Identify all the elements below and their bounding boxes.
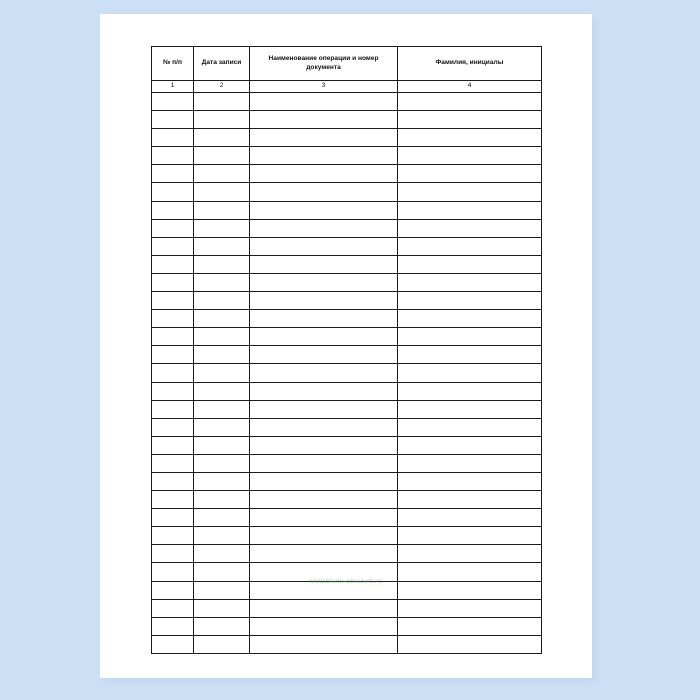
table-cell[interactable] [194, 237, 250, 255]
table-row[interactable] [152, 599, 542, 617]
table-row[interactable] [152, 364, 542, 382]
table-body [152, 47, 542, 654]
table-cell[interactable] [250, 509, 398, 527]
table-row[interactable] [152, 617, 542, 635]
table-row[interactable] [152, 346, 542, 364]
table-cell[interactable] [250, 273, 398, 291]
table-cell[interactable] [398, 328, 542, 346]
table-cell[interactable] [398, 635, 542, 653]
table-cell[interactable] [152, 165, 194, 183]
table-cell[interactable] [194, 328, 250, 346]
header-cell-date: Дата записи [194, 47, 250, 81]
table-cell[interactable] [194, 472, 250, 490]
table-cell[interactable] [194, 436, 250, 454]
column-number-2: 2 [194, 81, 250, 93]
table-cell[interactable] [398, 273, 542, 291]
table-row[interactable] [152, 400, 542, 418]
table-cell[interactable] [398, 563, 542, 581]
table-cell[interactable] [398, 165, 542, 183]
table-cell[interactable] [398, 400, 542, 418]
table-cell[interactable] [194, 273, 250, 291]
watermark: www.blank-obrazets.ru [308, 578, 384, 585]
table-cell[interactable] [250, 364, 398, 382]
table-row[interactable] [152, 436, 542, 454]
table-cell[interactable] [250, 563, 398, 581]
table-cell[interactable] [398, 545, 542, 563]
table-cell[interactable] [250, 382, 398, 400]
table-cell[interactable] [250, 111, 398, 129]
table-cell[interactable] [194, 111, 250, 129]
table-cell[interactable] [152, 400, 194, 418]
table-cell[interactable] [152, 129, 194, 147]
table-row[interactable] [152, 563, 542, 581]
table-cell[interactable] [250, 201, 398, 219]
table-cell[interactable] [250, 165, 398, 183]
table-cell[interactable] [152, 183, 194, 201]
table-cell[interactable] [250, 617, 398, 635]
table-cell[interactable] [194, 93, 250, 111]
records-table [151, 46, 542, 654]
table-row[interactable] [152, 635, 542, 653]
table-cell[interactable] [152, 491, 194, 509]
table-cell[interactable] [398, 129, 542, 147]
table-cell[interactable] [250, 418, 398, 436]
table-cell[interactable] [194, 129, 250, 147]
table-cell[interactable] [152, 111, 194, 129]
table-cell[interactable] [398, 183, 542, 201]
column-number-3: 3 [250, 81, 398, 93]
table-cell[interactable] [194, 563, 250, 581]
table-cell[interactable] [152, 292, 194, 310]
table-cell[interactable] [250, 219, 398, 237]
table-cell[interactable] [250, 400, 398, 418]
table-cell[interactable] [152, 545, 194, 563]
table-cell[interactable] [194, 310, 250, 328]
document-page [100, 14, 592, 678]
table-cell[interactable] [398, 147, 542, 165]
table-cell[interactable] [398, 382, 542, 400]
table-cell[interactable] [398, 436, 542, 454]
table-cell[interactable] [194, 364, 250, 382]
table-cell[interactable] [152, 617, 194, 635]
table-row[interactable] [152, 454, 542, 472]
table-row[interactable] [152, 292, 542, 310]
table-cell[interactable] [152, 147, 194, 165]
table-cell[interactable] [250, 635, 398, 653]
table-cell[interactable] [250, 328, 398, 346]
table-cell[interactable] [194, 183, 250, 201]
table-cell[interactable] [398, 310, 542, 328]
table-cell[interactable] [250, 436, 398, 454]
table-cell[interactable] [152, 93, 194, 111]
table-cell[interactable] [250, 599, 398, 617]
table-cell[interactable] [398, 599, 542, 617]
table-cell[interactable] [194, 491, 250, 509]
table-cell[interactable] [250, 237, 398, 255]
table-cell[interactable] [194, 382, 250, 400]
table-cell[interactable] [152, 418, 194, 436]
table-row[interactable] [152, 545, 542, 563]
table-cell[interactable] [398, 219, 542, 237]
table-cell[interactable] [398, 491, 542, 509]
table-cell[interactable] [152, 201, 194, 219]
header-cell-name: Фамилия, инициалы [398, 47, 542, 81]
table-cell[interactable] [194, 201, 250, 219]
table-row[interactable] [152, 491, 542, 509]
table-cell[interactable] [398, 111, 542, 129]
table-cell[interactable] [152, 364, 194, 382]
table-cell[interactable] [152, 255, 194, 273]
table-cell[interactable] [152, 273, 194, 291]
table-cell[interactable] [152, 635, 194, 653]
table-row[interactable] [152, 382, 542, 400]
table-cell[interactable] [194, 400, 250, 418]
table-row[interactable] [152, 183, 542, 201]
table-cell[interactable] [250, 545, 398, 563]
table-cell[interactable] [250, 147, 398, 165]
table-cell[interactable] [194, 454, 250, 472]
table-cell[interactable] [398, 527, 542, 545]
table-row[interactable] [152, 129, 542, 147]
table-cell[interactable] [398, 237, 542, 255]
table-row[interactable] [152, 237, 542, 255]
table-cell[interactable] [152, 382, 194, 400]
table-cell[interactable] [194, 617, 250, 635]
table-header-row [152, 47, 542, 81]
table-cell[interactable] [152, 509, 194, 527]
table-cell[interactable] [250, 527, 398, 545]
table-cell[interactable] [398, 418, 542, 436]
table-row[interactable] [152, 93, 542, 111]
table-cell[interactable] [152, 527, 194, 545]
table-cell[interactable] [250, 183, 398, 201]
table-cell[interactable] [194, 418, 250, 436]
table-row[interactable] [152, 472, 542, 490]
table-cell[interactable] [194, 292, 250, 310]
table-cell[interactable] [398, 472, 542, 490]
table-cell[interactable] [398, 454, 542, 472]
table-row[interactable] [152, 418, 542, 436]
header-cell-operation: Наименование операции и номер документа [250, 47, 398, 81]
table-cell[interactable] [152, 454, 194, 472]
table-cell[interactable] [398, 201, 542, 219]
table-cell[interactable] [152, 346, 194, 364]
table-cell[interactable] [250, 472, 398, 490]
header-cell-number: № п/п [152, 47, 194, 81]
table-cell[interactable] [250, 581, 398, 599]
table-row[interactable] [152, 273, 542, 291]
table-row[interactable] [152, 201, 542, 219]
table-cell[interactable] [194, 599, 250, 617]
table-cell[interactable] [194, 219, 250, 237]
table-cell[interactable] [194, 346, 250, 364]
table-cell[interactable] [398, 93, 542, 111]
table-row[interactable] [152, 255, 542, 273]
column-number-1: 1 [152, 81, 194, 93]
table-cell[interactable] [194, 635, 250, 653]
table-cell[interactable] [152, 328, 194, 346]
table-cell[interactable] [152, 436, 194, 454]
table-cell[interactable] [250, 346, 398, 364]
table-cell[interactable] [250, 292, 398, 310]
table-cell[interactable] [152, 472, 194, 490]
table-row[interactable] [152, 219, 542, 237]
table-row[interactable] [152, 527, 542, 545]
table-cell[interactable] [250, 491, 398, 509]
table-row[interactable] [152, 147, 542, 165]
table-cell[interactable] [398, 255, 542, 273]
table-row[interactable] [152, 328, 542, 346]
table-cell[interactable] [398, 509, 542, 527]
table-cell[interactable] [194, 545, 250, 563]
table-cell[interactable] [194, 255, 250, 273]
table-cell[interactable] [194, 527, 250, 545]
table-cell[interactable] [152, 599, 194, 617]
column-number-4: 4 [398, 81, 542, 93]
table-cell[interactable] [152, 563, 194, 581]
table-cell[interactable] [398, 581, 542, 599]
column-number-row [152, 81, 542, 93]
table-cell[interactable] [398, 346, 542, 364]
table-cell[interactable] [398, 364, 542, 382]
table-cell[interactable] [152, 219, 194, 237]
table-cell[interactable] [152, 237, 194, 255]
table-row[interactable] [152, 581, 542, 599]
table-cell[interactable] [194, 147, 250, 165]
table-cell[interactable] [194, 165, 250, 183]
table-row[interactable] [152, 165, 542, 183]
table-cell[interactable] [250, 255, 398, 273]
table-row[interactable] [152, 509, 542, 527]
table-cell[interactable] [250, 310, 398, 328]
table-cell[interactable] [194, 581, 250, 599]
table-cell[interactable] [194, 509, 250, 527]
table-cell[interactable] [152, 581, 194, 599]
table-row[interactable] [152, 111, 542, 129]
table-cell[interactable] [250, 454, 398, 472]
table-cell[interactable] [398, 617, 542, 635]
table-row[interactable] [152, 310, 542, 328]
table-cell[interactable] [152, 310, 194, 328]
table-cell[interactable] [398, 292, 542, 310]
table-cell[interactable] [250, 93, 398, 111]
table-cell[interactable] [250, 129, 398, 147]
